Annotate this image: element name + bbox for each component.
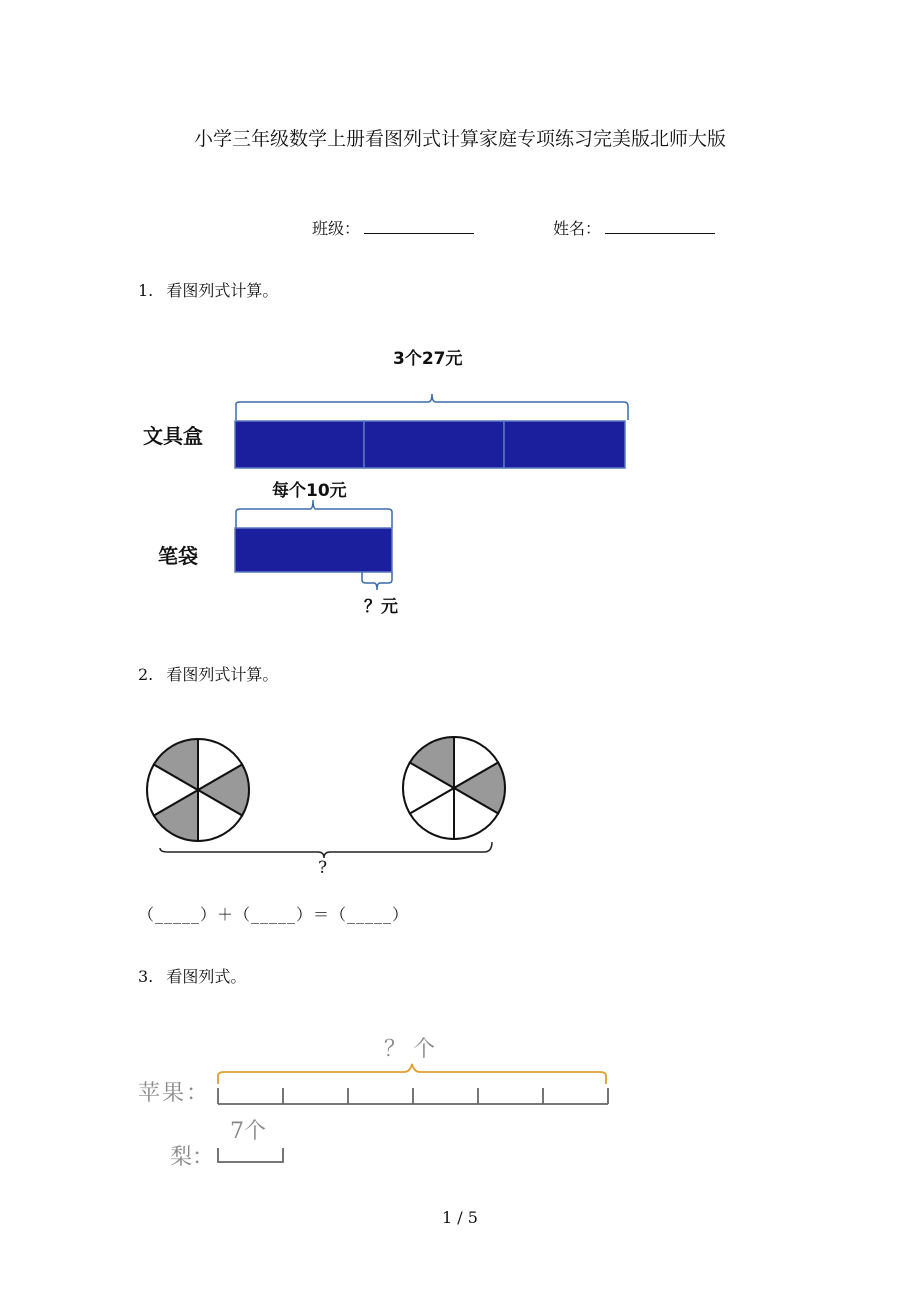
question-text: 看图列式。 [166, 967, 247, 986]
apples-total-label: ？ 个 [384, 1037, 435, 1062]
unit-price-label: 每个10元 [272, 481, 347, 501]
apples-segments [218, 1088, 608, 1104]
question-price-label: ？元 [364, 597, 398, 617]
row-label-apples: 苹果： [138, 1081, 211, 1106]
question-text: 看图列式计算。 [166, 281, 279, 300]
name-label: 姓名： [553, 219, 602, 238]
page-number: 1 / 5 [442, 1208, 478, 1227]
pears-segment [218, 1148, 283, 1162]
fill-in-equation[interactable]: （_____）＋（_____）＝（_____） [138, 905, 410, 924]
row-label-pears: 梨： [170, 1145, 215, 1170]
row-label-pencil-bag: 笔袋 [158, 544, 198, 568]
question-mark: ? [318, 858, 328, 878]
question-number: 3. [138, 967, 154, 986]
apples-brace [218, 1064, 606, 1084]
question-text: 看图列式计算。 [166, 665, 279, 684]
total-label: 3个27元 [393, 349, 463, 369]
class-label: 班级： [312, 219, 361, 238]
question-number: 2. [138, 665, 154, 684]
row-label-pencil-case: 文具盒 [143, 424, 203, 448]
question-number: 1. [138, 281, 154, 300]
page-title: 小学三年级数学上册看图列式计算家庭专项练习完美版北师大版 [193, 128, 726, 150]
pear-count-label: 7个 [230, 1119, 266, 1144]
